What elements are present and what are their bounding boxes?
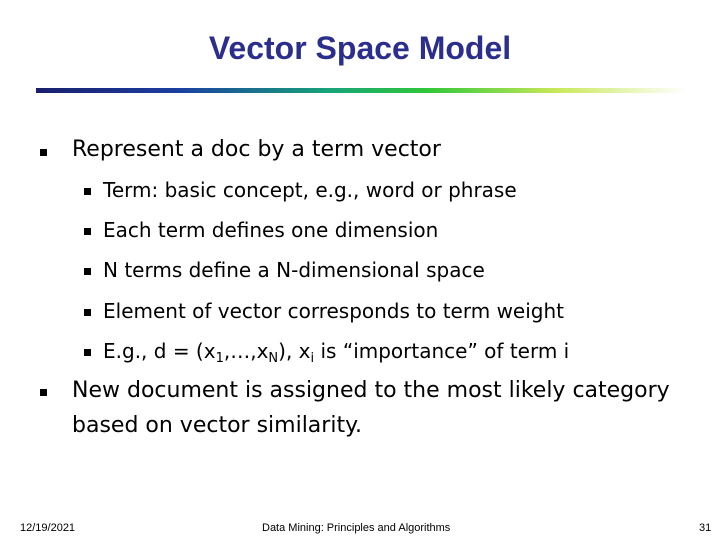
subscript-1: 1 (215, 351, 224, 366)
bullet-n-terms: N terms define a N-dimensional space (103, 258, 485, 282)
bullet-icon (40, 389, 47, 396)
title-divider (36, 88, 686, 93)
example-text-3: ), x (278, 339, 311, 363)
bullet-term-definition: Term: basic concept, e.g., word or phrase (103, 178, 517, 202)
footer-course: Data Mining: Principles and Algorithms (262, 522, 451, 534)
example-text-4: is “importance” of term i (314, 339, 570, 363)
example-text-1: E.g., d = (x (103, 339, 216, 363)
bullet-icon (84, 188, 91, 195)
bullet-icon (84, 349, 91, 356)
subscript-i: i (310, 351, 315, 366)
bullet-new-document-line1: New document is assigned to the most likely category (72, 378, 670, 403)
bullet-icon (84, 228, 91, 235)
bullet-icon (84, 309, 91, 316)
slide-title: Vector Space Model (208, 30, 512, 66)
bullet-term-dimension: Each term defines one dimension (103, 218, 439, 242)
footer-date: 12/19/2021 (20, 522, 76, 534)
bullet-represent-doc: Represent a doc by a term vector (72, 137, 441, 162)
bullet-icon (84, 268, 91, 275)
example-text-2: ,…,x (223, 339, 269, 363)
bullet-element-weight: Element of vector corresponds to term weight (103, 299, 565, 323)
bullet-new-document-line2: based on vector similarity. (72, 413, 362, 438)
subscript-n: N (268, 351, 279, 366)
footer-page-number: 31 (699, 522, 712, 534)
bullet-icon (40, 149, 47, 156)
bullet-example-vector (103, 337, 569, 365)
